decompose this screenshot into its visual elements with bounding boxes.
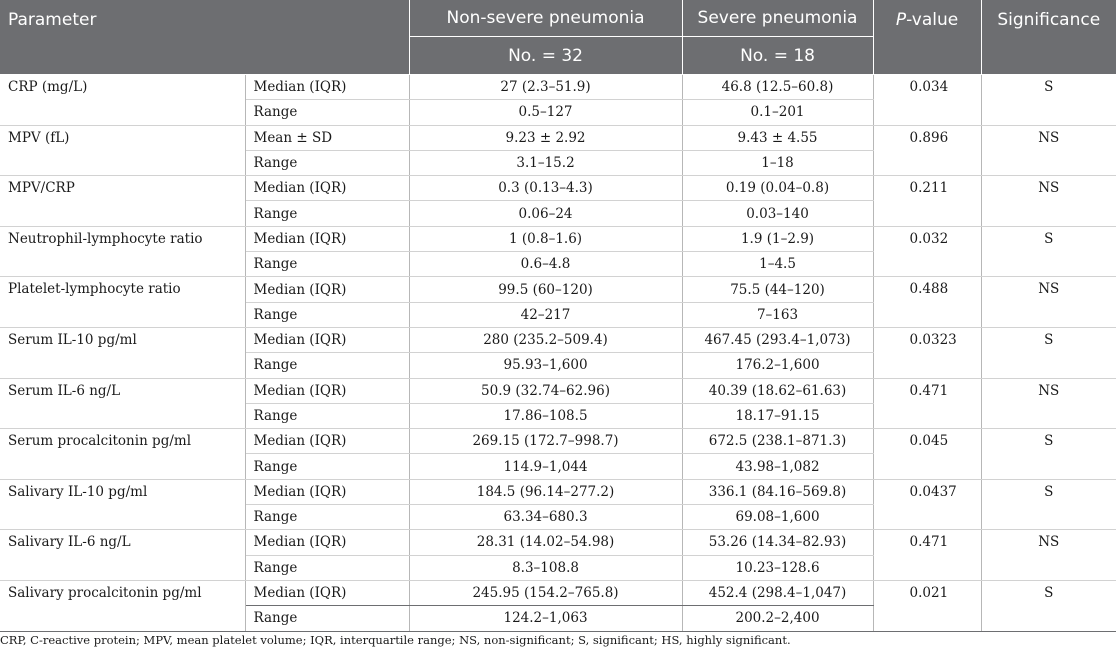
stat-cell: Range [245,505,409,530]
stat-cell: Range [245,150,409,175]
non-severe-value: 1 (0.8–1.6) [409,226,682,251]
severe-value: 9.43 ± 4.55 [682,125,873,150]
severe-value: 467.45 (293.4–1,073) [682,327,873,352]
severe-range: 176.2–1,600 [682,353,873,378]
parameter-cell: MPV (fL) [0,125,245,176]
stat-cell: Range [245,252,409,277]
pvalue-cell: 0.021 [873,580,981,631]
non-severe-value: 50.9 (32.74–62.96) [409,378,682,403]
parameter-cell: Salivary IL-10 pg/ml [0,479,245,530]
table-row [0,580,1116,605]
parameter-cell: Serum procalcitonin pg/ml [0,429,245,480]
non-severe-value: 245.95 (154.2–765.8) [409,580,682,605]
significance-cell: NS [981,125,1116,176]
header-row [0,0,1116,37]
table-row [0,327,1116,352]
non-severe-range: 114.9–1,044 [409,454,682,479]
parameter-cell: Serum IL-10 pg/ml [0,327,245,378]
severe-value: 672.5 (238.1–871.3) [682,429,873,454]
table-row [0,277,1116,302]
severe-value: 40.39 (18.62–61.63) [682,378,873,403]
table-row [0,75,1116,100]
table-row [0,429,1116,454]
stat-cell: Mean ± SD [245,125,409,150]
severe-value: 53.26 (14.34–82.93) [682,530,873,555]
severe-value: 46.8 (12.5–60.8) [682,75,873,100]
stat-cell: Median (IQR) [245,75,409,100]
severe-range: 18.17–91.15 [682,403,873,428]
header-parameter: Parameter [0,0,409,75]
header-severe: Severe pneumonia [682,0,873,37]
significance-cell: S [981,580,1116,631]
significance-cell: S [981,429,1116,480]
non-severe-range: 8.3–108.8 [409,555,682,580]
table-body [0,75,1116,632]
stat-cell: Range [245,555,409,580]
pvalue-cell: 0.032 [873,226,981,277]
stat-cell: Median (IQR) [245,580,409,605]
header-significance: Significance [981,0,1116,75]
severe-range: 1–4.5 [682,252,873,277]
pvalue-cell: 0.0323 [873,327,981,378]
header-pvalue-p: P [895,10,907,30]
stat-cell: Range [245,353,409,378]
table-row [0,378,1116,403]
stat-cell: Range [245,302,409,327]
table-row [0,226,1116,251]
significance-cell: NS [981,277,1116,328]
header-non-severe-n: No. = 32 [409,37,682,75]
pvalue-cell: 0.471 [873,530,981,581]
table-row [0,530,1116,555]
stat-cell: Median (IQR) [245,226,409,251]
non-severe-range: 124.2–1,063 [409,606,682,631]
significance-cell: NS [981,378,1116,429]
severe-value: 1.9 (1–2.9) [682,226,873,251]
severe-value: 336.1 (84.16–569.8) [682,479,873,504]
pvalue-cell: 0.211 [873,176,981,227]
non-severe-value: 269.15 (172.7–998.7) [409,429,682,454]
non-severe-range: 63.34–680.3 [409,505,682,530]
severe-range: 1–18 [682,150,873,175]
stat-cell: Median (IQR) [245,327,409,352]
parameter-cell: MPV/CRP [0,176,245,227]
stat-cell: Range [245,403,409,428]
stat-cell: Median (IQR) [245,429,409,454]
stat-cell: Median (IQR) [245,479,409,504]
stat-cell: Range [245,606,409,631]
non-severe-value: 99.5 (60–120) [409,277,682,302]
parameter-cell: Salivary procalcitonin pg/ml [0,580,245,631]
table-row [0,479,1116,504]
non-severe-range: 0.06–24 [409,201,682,226]
significance-cell: S [981,226,1116,277]
header-pvalue-rest: -value [906,10,959,30]
significance-cell: NS [981,530,1116,581]
pvalue-cell: 0.488 [873,277,981,328]
header-non-severe: Non-severe pneumonia [409,0,682,37]
non-severe-range: 0.5–127 [409,100,682,125]
severe-range: 43.98–1,082 [682,454,873,479]
significance-cell: S [981,75,1116,126]
severe-value: 0.19 (0.04–0.8) [682,176,873,201]
non-severe-range: 3.1–15.2 [409,150,682,175]
pvalue-cell: 0.896 [873,125,981,176]
non-severe-value: 184.5 (96.14–277.2) [409,479,682,504]
non-severe-value: 28.31 (14.02–54.98) [409,530,682,555]
severe-range: 10.23–128.6 [682,555,873,580]
parameter-cell: Neutrophil-lymphocyte ratio [0,226,245,277]
header-severe-n: No. = 18 [682,37,873,75]
severe-value: 452.4 (298.4–1,047) [682,580,873,605]
non-severe-value: 27 (2.3–51.9) [409,75,682,100]
table-row [0,176,1116,201]
parameter-cell: Salivary IL-6 ng/L [0,530,245,581]
pvalue-cell: 0.471 [873,378,981,429]
non-severe-range: 0.6–4.8 [409,252,682,277]
table-row [0,125,1116,150]
stat-cell: Median (IQR) [245,176,409,201]
parameter-cell: Serum IL-6 ng/L [0,378,245,429]
severe-range: 0.03–140 [682,201,873,226]
pvalue-cell: 0.045 [873,429,981,480]
non-severe-value: 9.23 ± 2.92 [409,125,682,150]
stat-cell: Range [245,201,409,226]
header-pvalue [873,0,981,75]
stat-cell: Median (IQR) [245,277,409,302]
significance-cell: S [981,327,1116,378]
pvalue-cell: 0.034 [873,75,981,126]
non-severe-range: 95.93–1,600 [409,353,682,378]
stat-cell: Median (IQR) [245,378,409,403]
table-footnote: CRP, C-reactive protein; MPV, mean platelet volume; IQR, interquartile range; NS, non-significant; S, significant; HS, highly significant. [0,633,791,647]
severe-range: 7–163 [682,302,873,327]
parameter-cell: CRP (mg/L) [0,75,245,126]
severe-value: 75.5 (44–120) [682,277,873,302]
severe-range: 69.08–1,600 [682,505,873,530]
non-severe-value: 0.3 (0.13–4.3) [409,176,682,201]
non-severe-value: 280 (235.2–509.4) [409,327,682,352]
significance-cell: NS [981,176,1116,227]
severe-range: 0.1–201 [682,100,873,125]
parameter-cell: Platelet-lymphocyte ratio [0,277,245,328]
stat-cell: Range [245,100,409,125]
severe-range: 200.2–2,400 [682,606,873,631]
stat-cell: Median (IQR) [245,530,409,555]
significance-cell: S [981,479,1116,530]
non-severe-range: 42–217 [409,302,682,327]
stat-cell: Range [245,454,409,479]
pvalue-cell: 0.0437 [873,479,981,530]
non-severe-range: 17.86–108.5 [409,403,682,428]
